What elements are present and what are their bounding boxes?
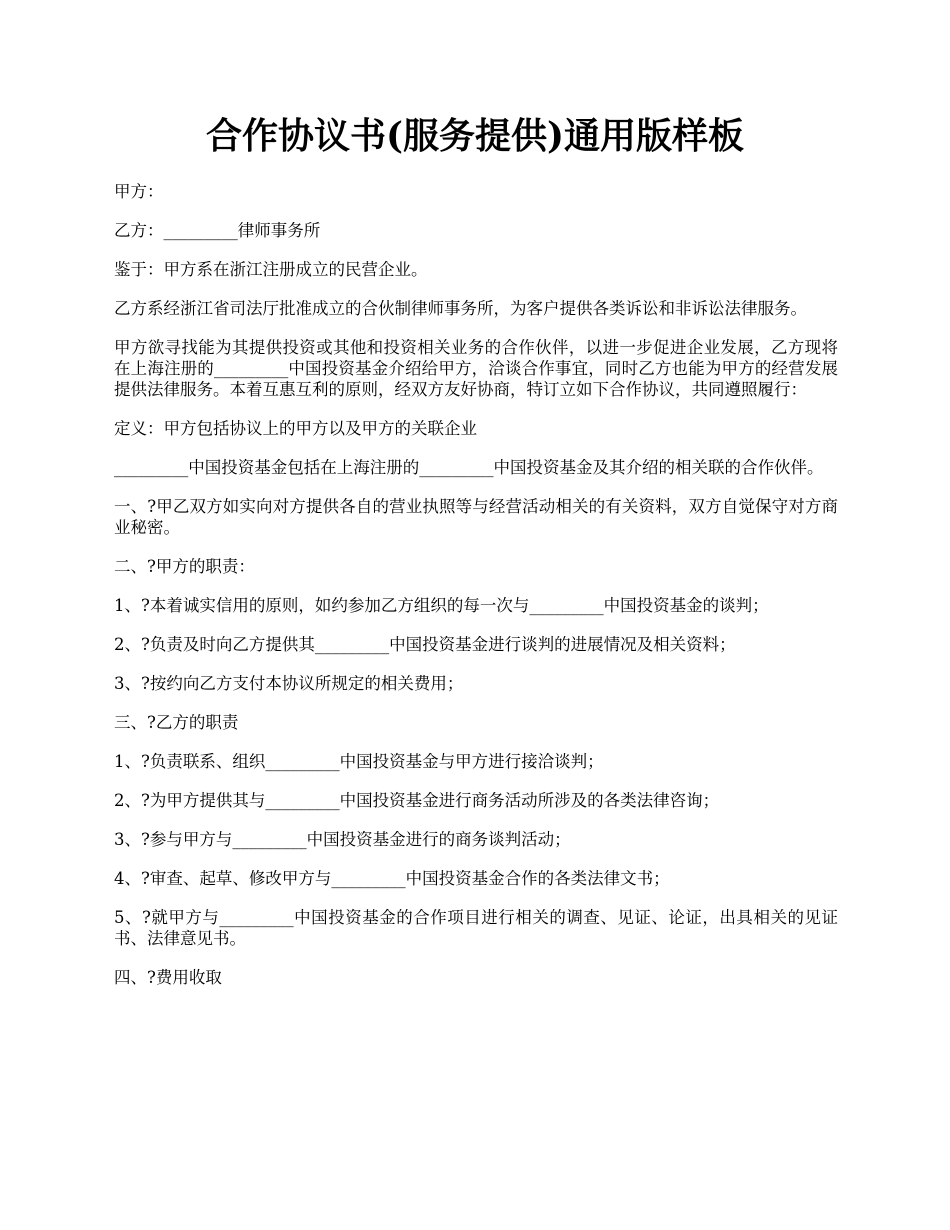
section-2-heading: 二、?甲方的职责： bbox=[114, 557, 255, 576]
section-3-item-4: 4、?审查、起草、修改甲方与_________中国投资基金合作的各类法律文书； bbox=[114, 869, 670, 888]
document-title: 合作协议书(服务提供)通用版样板 bbox=[205, 115, 745, 157]
section-2-item-1: 1、?本着诚实信用的原则，如约参加乙方组织的每一次与_________中国投资基金的谈判； bbox=[114, 596, 769, 615]
section-3-item-1: 1、?负责联系、组织_________中国投资基金与甲方进行接洽谈判； bbox=[114, 752, 604, 771]
party-b-description: 乙方系经浙江省司法厅批准成立的合伙制律师事务所，为客户提供各类诉讼和非诉讼法律服务。 bbox=[114, 299, 807, 318]
party-a-line: 甲方： bbox=[114, 182, 164, 201]
definition-party-a: 定义：甲方包括协议上的甲方以及甲方的关联企业 bbox=[114, 419, 477, 438]
document-body bbox=[114, 181, 838, 1006]
purpose-paragraph: 甲方欲寻找能为其提供投资或其他和投资相关业务的合作伙伴，以进一步促进企业发展，乙方现将在上海注册的_________中国投资基金介绍给甲方，洽谈合作事宜，同时乙方也能为甲方的经营发展提供法律服务。本着互惠互利的原则，经双方友好协商，特订立如下合作协议，共同遵照履行： bbox=[114, 338, 838, 399]
section-2-item-2: 2、?负责及时向乙方提供其_________中国投资基金进行谈判的进展情况及相关资料； bbox=[114, 635, 736, 654]
section-3-item-2: 2、?为甲方提供其与_________中国投资基金进行商务活动所涉及的各类法律咨询； bbox=[114, 791, 720, 810]
section-3-item-3: 3、?参与甲方与_________中国投资基金进行的商务谈判活动； bbox=[114, 830, 571, 849]
section-4-heading: 四、?费用收取 bbox=[114, 968, 222, 987]
section-3-item-5: 5、?就甲方与_________中国投资基金的合作项目进行相关的调查、见证、论证，出具相关的见证书、法律意见书。 bbox=[114, 908, 838, 948]
section-3-heading: 三、?乙方的职责 bbox=[114, 713, 239, 732]
section-2-item-3: 3、?按约向乙方支付本协议所规定的相关费用； bbox=[114, 674, 464, 693]
whereas-clause: 鉴于：甲方系在浙江注册成立的民营企业。 bbox=[114, 260, 428, 279]
party-b-line: 乙方：_________律师事务所 bbox=[114, 221, 321, 240]
definition-fund: _________中国投资基金包括在上海注册的_________中国投资基金及其介绍的相关联的合作伙伴。 bbox=[114, 458, 824, 477]
section-1: 一、?甲乙双方如实向对方提供各自的营业执照等与经营活动相关的有关资料，双方自觉保守对方商业秘密。 bbox=[114, 497, 838, 537]
